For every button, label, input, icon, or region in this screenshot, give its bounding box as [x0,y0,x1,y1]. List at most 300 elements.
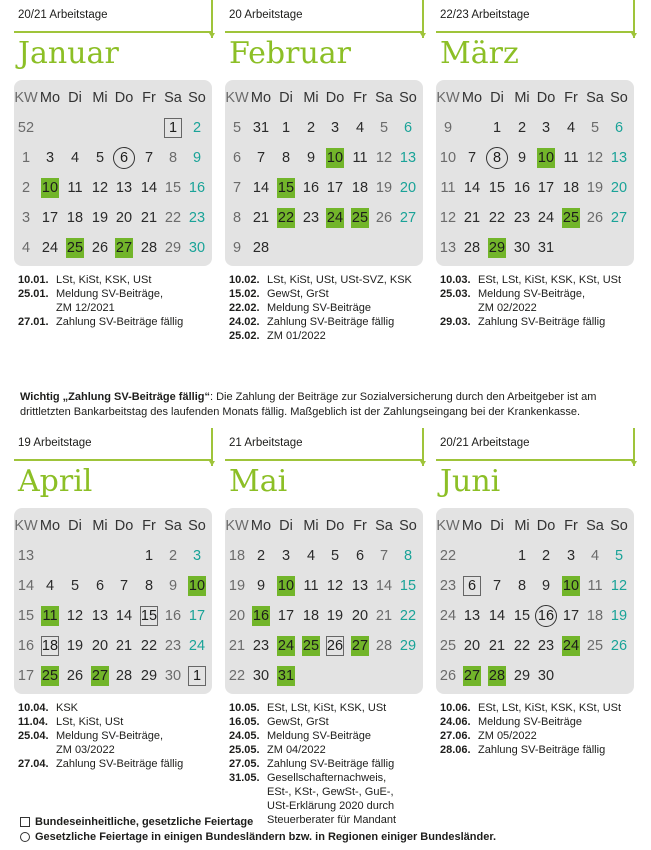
day-cell: 23 [188,210,206,226]
deadline-text: Zahlung SV-Beiträge fällig [56,758,184,770]
day-cell [299,661,323,691]
day-cell [583,661,607,691]
calendar-week: 7 [232,180,242,196]
day-cell [185,571,209,601]
day-cell [63,113,87,143]
day-cell: 19 [586,180,604,196]
day-cell: 9 [168,578,178,594]
day-deadline-highlight: 10 [326,150,344,166]
workdays-label: 21 Arbeitstage [229,437,303,449]
calendar-week: 20 [228,608,246,624]
day-cell [323,143,347,173]
deadline-date: 25.02. [229,330,260,342]
weekday-header: Mo [39,90,61,106]
calendar-grid [225,508,423,694]
day-cell: 24 [537,210,555,226]
day-cell: 24 [41,240,59,256]
deadline-text: Meldung SV-Beiträge, [56,288,164,300]
day-cell: 13 [610,150,628,166]
deadline-note [229,757,429,771]
day-cell: 20 [91,638,109,654]
deadline-text: Zahlung SV-Beiträge fällig [56,316,184,328]
week-row [225,233,423,263]
day-cell: 9 [517,150,527,166]
calendar-week: 1 [21,150,31,166]
deadline-date: 10.05. [229,702,260,714]
weekday-header: So [610,518,628,534]
deadline-note [229,743,429,757]
deadline-note [440,287,640,301]
weekday-header-row [225,511,423,541]
weekday-header: So [188,518,206,534]
day-deadline-highlight: 28 [488,668,506,684]
calendar-week: 10 [439,150,457,166]
day-cell: 23 [164,638,182,654]
day-cell: 31 [252,120,270,136]
calendar-week: 17 [17,668,35,684]
day-cell: 18 [66,210,84,226]
day-cell: 26 [610,638,628,654]
deadline-note [229,785,429,799]
day-cell: 1 [144,548,154,564]
day-cell: 9 [306,150,316,166]
deadline-text: ZM 05/2022 [478,730,537,742]
day-cell [372,661,396,691]
calendar-week: 16 [17,638,35,654]
weekday-header: Mi [303,90,319,106]
week-row [436,601,634,631]
day-cell [323,631,347,661]
day-cell: 21 [252,210,270,226]
day-national-holiday: 15 [140,608,158,624]
day-cell: 28 [140,240,158,256]
day-cell: 18 [302,608,320,624]
day-cell: 23 [252,638,270,654]
day-cell: 26 [375,210,393,226]
week-row [436,143,634,173]
day-cell: 19 [610,608,628,624]
day-cell: 7 [467,150,477,166]
day-cell: 21 [115,638,133,654]
week-row [436,631,634,661]
day-cell: 3 [45,150,55,166]
week-row [225,541,423,571]
day-cell: 4 [590,548,600,564]
calendar-week: 26 [439,668,457,684]
weekday-header: Mi [514,518,530,534]
deadline-date: 10.06. [440,702,471,714]
day-deadline-highlight: 27 [351,638,369,654]
day-cell: 11 [303,578,319,594]
calendar-week: 22 [439,548,457,564]
day-cell [299,233,323,263]
day-cell: 14 [140,180,158,196]
day-cell [112,233,136,263]
day-national-holiday: 26 [326,638,344,654]
day-deadline-highlight: 24 [562,638,580,654]
day-deadline-highlight: 24 [326,210,344,226]
day-cell: 4 [45,578,55,594]
deadline-notes [440,701,640,757]
deadline-text: LSt, KiSt, USt, USt-SVZ, KSK [267,274,412,286]
day-cell: 6 [95,578,105,594]
day-cell: 27 [399,210,417,226]
weekday-header: Do [536,90,556,106]
divider [14,459,212,461]
calendar-week: 22 [228,668,246,684]
deadline-date: 27.05. [229,758,260,770]
day-cell: 12 [586,150,604,166]
day-cell: 17 [326,180,344,196]
deadline-text: Meldung SV-Beiträge [267,302,371,314]
calendar-week: 12 [439,210,457,226]
week-row [14,233,212,263]
day-cell: 13 [351,578,369,594]
deadline-note [229,701,429,715]
weekday-header: Mo [39,518,61,534]
day-cell: 14 [252,180,270,196]
calendar-week: 9 [443,120,453,136]
day-cell: 31 [537,240,555,256]
weekday-header: Sa [375,90,393,106]
deadline-date: 27.01. [18,316,49,328]
day-cell: 6 [614,120,624,136]
day-regional-holiday: 8 [486,147,508,169]
circle-icon [20,832,30,842]
weekday-header: Mo [461,90,483,106]
day-cell [348,203,372,233]
week-row [14,113,212,143]
day-cell: 1 [281,120,291,136]
day-cell [485,661,509,691]
deadline-date: 15.02. [229,288,260,300]
day-cell: 30 [513,240,531,256]
day-cell: 9 [192,150,202,166]
day-cell [274,661,298,691]
weekday-header: Mo [250,90,272,106]
day-cell: 9 [541,578,551,594]
calendar-week: 18 [228,548,246,564]
deadline-date: 27.06. [440,730,471,742]
weekday-header: Mi [92,90,108,106]
day-cell [348,233,372,263]
deadline-date: 31.05. [229,772,260,784]
day-cell [583,233,607,263]
deadline-date: 24.02. [229,316,260,328]
day-cell: 5 [379,120,389,136]
day-cell: 14 [463,180,481,196]
deadline-note [18,757,218,771]
day-cell: 11 [563,150,579,166]
weekday-header-row [225,83,423,113]
day-cell [137,601,161,631]
day-cell [559,571,583,601]
deadline-note [229,301,429,315]
weekday-header: Di [279,518,293,534]
day-cell: 19 [326,608,344,624]
day-cell: 3 [192,548,202,564]
week-row [225,601,423,631]
day-cell: 3 [541,120,551,136]
day-cell: 29 [140,668,158,684]
deadline-text: Zahlung SV-Beiträge fällig [267,316,395,328]
deadline-note [229,329,429,343]
weekday-header: Do [325,518,345,534]
day-cell [559,661,583,691]
day-cell: 26 [66,668,84,684]
deadline-text: Zahlung SV-Beiträge fällig [267,758,395,770]
day-cell [38,173,62,203]
weekday-header: So [610,90,628,106]
day-national-holiday: 18 [41,638,59,654]
deadline-date: 11.04. [18,716,48,728]
day-cell: 12 [610,578,628,594]
day-cell [348,631,372,661]
deadline-note [229,729,429,743]
day-cell: 15 [164,180,182,196]
weekday-header: Di [490,90,504,106]
arrow-down-icon [420,461,426,466]
month-name: März [440,36,519,71]
day-cell: 19 [91,210,109,226]
day-deadline-highlight: 15 [277,180,295,196]
day-cell: 4 [70,150,80,166]
day-cell: 3 [566,548,576,564]
day-cell [38,631,62,661]
day-cell: 11 [67,180,83,196]
deadline-text: ESt-, KSt-, GewSt-, GuE-, [267,786,394,798]
day-cell [112,113,136,143]
day-cell: 18 [586,608,604,624]
weekday-header: KW [225,518,249,534]
important-note-text: : Die Zahlung der Beiträge zur Sozialversicherung durch den Arbeitgeber ist am drittletzten Bankarbeitstag des laufenden Monats fällig. Maßgeblich ist der Zahlungseingang bei der Krankenkasse. [20,391,597,418]
weekday-header-row [436,83,634,113]
day-cell: 20 [610,180,628,196]
deadline-note [18,715,218,729]
day-cell: 6 [403,120,413,136]
day-cell: 29 [399,638,417,654]
day-cell: 7 [379,548,389,564]
deadline-note [440,715,640,729]
deadline-text: LSt, KiSt, KSK, USt [56,274,152,286]
day-deadline-highlight: 25 [562,210,580,226]
day-cell: 7 [119,578,129,594]
deadline-date: 27.04. [18,758,49,770]
day-cell: 16 [513,180,531,196]
day-deadline-highlight: 27 [463,668,481,684]
deadline-text: ZM 02/2022 [478,302,537,314]
calendar-week: 52 [17,120,35,136]
weekday-header: Do [325,90,345,106]
calendar-week: 6 [232,150,242,166]
day-cell [112,541,136,571]
day-cell: 3 [281,548,291,564]
day-cell: 12 [326,578,344,594]
day-cell [38,113,62,143]
deadline-note [18,315,218,329]
workdays-label: 20/21 Arbeitstage [18,9,108,21]
day-cell [137,113,161,143]
day-cell: 25 [586,638,604,654]
deadline-date: 10.04. [18,702,49,714]
day-cell [607,233,631,263]
day-cell: 30 [252,668,270,684]
weekday-header: Fr [142,90,156,106]
weekday-header: Fr [353,90,367,106]
weekday-header: Do [114,90,134,106]
day-cell: 2 [256,548,266,564]
month-name: Mai [229,464,288,499]
weekday-header: Mo [461,518,483,534]
weekday-header: So [399,90,417,106]
deadline-note [229,273,429,287]
deadline-note [229,799,429,813]
day-deadline-highlight: 24 [277,638,295,654]
workdays-label: 20/21 Arbeitstage [440,437,530,449]
day-cell: 12 [91,180,109,196]
weekday-header: KW [14,90,38,106]
day-cell: 30 [164,668,182,684]
day-cell: 22 [140,638,158,654]
weekday-header: Sa [586,518,604,534]
calendar-grid [14,80,212,266]
weekday-header-row [14,83,212,113]
day-cell: 19 [375,180,393,196]
weekday-header: KW [436,90,460,106]
deadline-text: Steuerberater für Mandant [267,814,397,826]
deadline-note [18,701,218,715]
deadline-notes [229,701,429,827]
weekday-header: Sa [586,90,604,106]
week-row [436,203,634,233]
weekday-header: Di [68,90,82,106]
day-deadline-highlight: 10 [41,180,59,196]
day-cell [274,173,298,203]
day-cell [112,143,136,173]
day-cell [88,541,112,571]
day-cell: 21 [463,210,481,226]
weekday-header: Sa [164,90,182,106]
deadline-note [229,287,429,301]
day-cell: 23 [302,210,320,226]
calendar-grid [436,80,634,266]
day-cell: 6 [355,548,365,564]
deadline-text: ESt, LSt, KiSt, KSK, USt [267,702,387,714]
day-cell: 17 [537,180,555,196]
week-row [436,571,634,601]
day-cell: 13 [399,150,417,166]
day-cell: 13 [91,608,109,624]
deadline-text: ZM 03/2022 [56,744,115,756]
important-note [20,390,640,419]
calendar-week: 3 [21,210,31,226]
deadline-date: 10.02. [229,274,260,286]
day-deadline-highlight: 31 [277,668,295,684]
calendar-grid [14,508,212,694]
deadline-text: Meldung SV-Beiträge, [56,730,164,742]
day-cell [63,541,87,571]
day-cell: 17 [188,608,206,624]
deadline-text: Meldung SV-Beiträge [478,716,582,728]
weekday-header: Mi [514,90,530,106]
day-deadline-highlight: 27 [115,240,133,256]
day-cell [274,233,298,263]
calendar-week: 4 [21,240,31,256]
day-cell: 1 [492,120,502,136]
deadline-note [229,315,429,329]
calendar-week: 13 [439,240,457,256]
day-cell [274,631,298,661]
deadline-text: ESt, LSt, KiSt, KSK, KSt, USt [478,702,622,714]
day-cell: 27 [610,210,628,226]
day-cell: 16 [302,180,320,196]
weekday-header-row [436,511,634,541]
calendar-week: 19 [228,578,246,594]
day-cell: 23 [513,210,531,226]
day-national-holiday: 6 [463,576,481,596]
weekday-header-row [14,511,212,541]
deadline-text: KSK [56,702,79,714]
deadline-note [440,729,640,743]
deadline-notes [229,273,429,343]
day-cell: 13 [463,608,481,624]
month-name: Februar [229,36,352,71]
day-cell: 4 [566,120,576,136]
day-cell: 29 [164,240,182,256]
day-cell: 21 [375,608,393,624]
day-cell: 15 [513,608,531,624]
day-cell: 28 [375,638,393,654]
week-row [225,143,423,173]
day-cell [485,233,509,263]
calendar-week: 15 [17,608,35,624]
deadline-note [229,715,429,729]
week-row [14,143,212,173]
legend-square-label: Bundeseinheitliche, gesetzliche Feiertage [35,816,254,828]
day-cell: 8 [168,150,178,166]
deadline-date: 10.03. [440,274,471,286]
day-cell [88,661,112,691]
arrow-down-icon [420,33,426,38]
day-cell: 30 [188,240,206,256]
day-deadline-highlight: 25 [302,638,320,654]
day-cell: 22 [488,210,506,226]
weekday-header: Fr [353,518,367,534]
deadline-note [440,273,640,287]
day-cell: 17 [277,608,295,624]
weekday-header: KW [14,518,38,534]
deadline-note [440,743,640,757]
deadline-note [440,315,640,329]
calendar-week: 21 [228,638,246,654]
day-cell: 26 [586,210,604,226]
deadline-note [18,273,218,287]
day-cell: 23 [537,638,555,654]
week-row [14,661,212,691]
day-cell [559,233,583,263]
day-cell: 22 [513,638,531,654]
day-cell: 20 [399,180,417,196]
week-row [436,233,634,263]
day-cell: 8 [517,578,527,594]
day-cell: 8 [403,548,413,564]
day-cell [63,233,87,263]
day-cell [460,571,484,601]
day-cell: 5 [95,150,105,166]
deadline-text: GewSt, GrSt [267,716,329,728]
day-cell: 4 [355,120,365,136]
day-cell: 17 [41,210,59,226]
